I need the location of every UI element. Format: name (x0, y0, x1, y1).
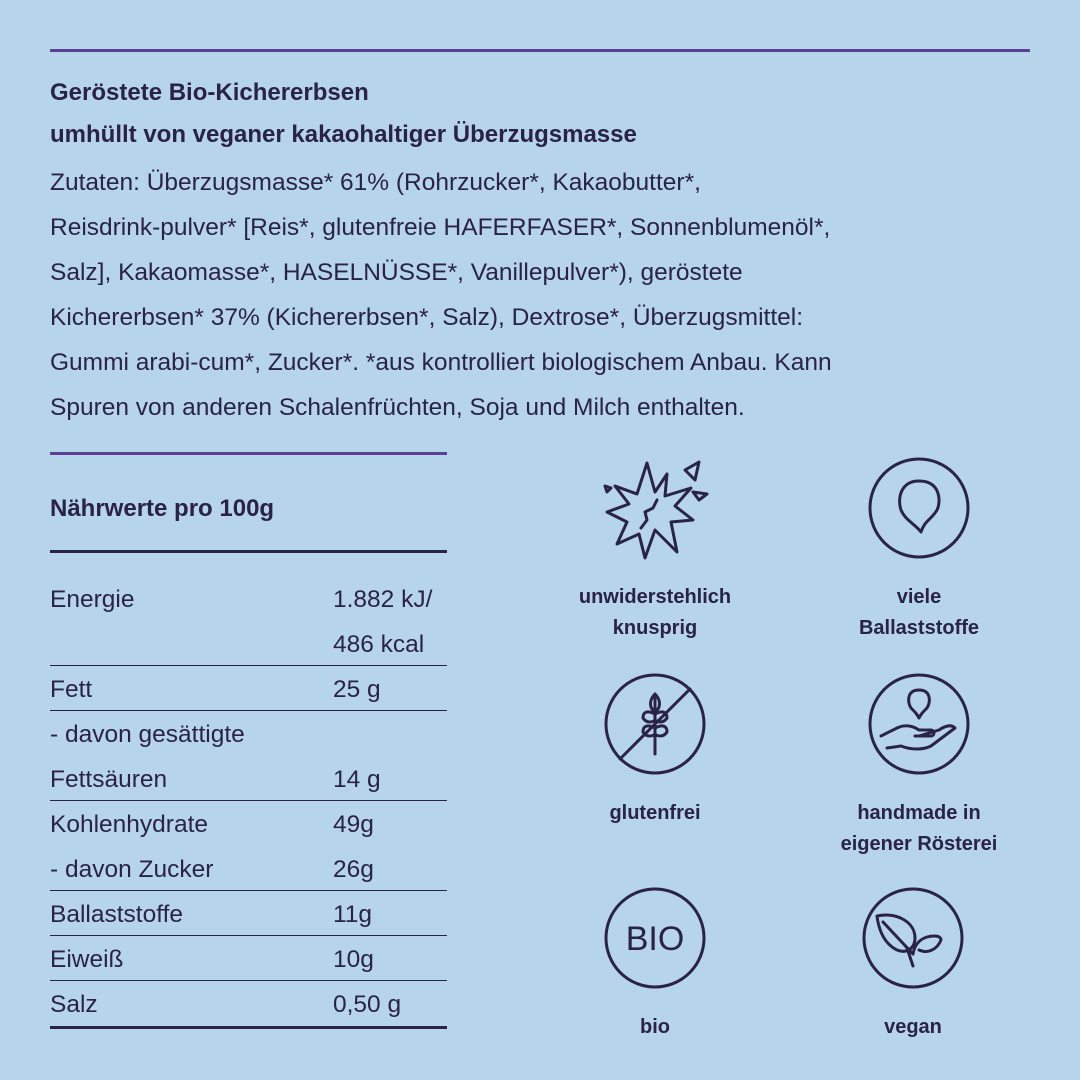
nutrient-label: Eiweiß (50, 946, 124, 973)
nutrient-label: Kohlenhydrate (50, 811, 209, 838)
gluten-free-icon (595, 664, 715, 784)
badge-label: bio (640, 1016, 670, 1038)
top-divider (50, 49, 1030, 52)
ingredients-line: Reisdrink-pulver* [Reis*, glutenfreie HAFERFASER*, Sonnenblumenöl*, (50, 214, 831, 241)
badge-label: handmade in (857, 802, 981, 824)
nutrient-label: Fettsäuren (50, 766, 168, 793)
badge-label: eigener Rösterei (840, 833, 998, 855)
badge-label: glutenfrei (609, 802, 701, 824)
nutrient-value: 486 kcal (333, 631, 425, 658)
nutrient-label: Energie (50, 586, 135, 613)
table-row (50, 847, 447, 891)
nutrient-value: 11g (333, 901, 373, 928)
ingredients-line: Gummi arabi-cum*, Zucker*. *aus kontrolliert biologischem Anbau. Kann (50, 349, 832, 376)
nutrient-label: Ballaststoffe (50, 901, 184, 928)
table-row (50, 667, 447, 711)
nutrient-value: 26g (333, 856, 374, 883)
hand-nut-icon (859, 664, 979, 784)
badge-gluten-free (548, 664, 762, 829)
vegan-leaf-icon (853, 878, 973, 998)
table-row (50, 757, 447, 801)
nutrient-label: - davon gesättigte (50, 721, 245, 748)
bio-circle-icon (595, 878, 715, 998)
badge-label: vegan (884, 1016, 942, 1038)
nutrient-value: 49g (333, 811, 374, 838)
nutrient-label: - davon Zucker (50, 856, 214, 883)
badge-vegan (806, 878, 1020, 1043)
badge-bio (548, 878, 762, 1043)
product-title-line2: umhüllt von veganer kakaohaltiger Überzugsmasse (50, 121, 637, 148)
badge-label: knusprig (612, 617, 698, 639)
badge-label: unwiderstehlich (578, 586, 732, 608)
bio-icon-text: BIO (625, 920, 685, 958)
table-row (50, 892, 447, 936)
ingredients-line: Salz], Kakaomasse*, HASELNÜSSE*, Vanillepulver*), geröstete (50, 259, 743, 286)
badge-fiber (812, 448, 1026, 644)
nutrient-label: Fett (50, 676, 93, 703)
nutrition-top-divider (50, 452, 447, 455)
ingredients-line: Spuren von anderen Schalenfrüchten, Soja und Milch enthalten. (50, 394, 745, 421)
crunch-burst-icon (595, 448, 715, 568)
nutrition-heading-divider (50, 550, 447, 553)
nutrient-value: 10g (333, 946, 374, 973)
nutrient-value: 0,50 g (333, 991, 402, 1018)
table-row (50, 622, 447, 666)
nutrient-value: 14 g (333, 766, 381, 793)
ingredients-line: Zutaten: Überzugsmasse* 61% (Rohrzucker*, Kakaobutter*, (50, 169, 701, 196)
nutrient-value: 1.882 kJ/ (333, 586, 433, 613)
nutrition-heading: Nährwerte pro 100g (50, 495, 275, 522)
hazelnut-circle-icon (859, 448, 979, 568)
product-title-line1: Geröstete Bio-Kichererbsen (50, 79, 369, 106)
badge-label: viele (896, 586, 942, 608)
badge-crunchy (548, 448, 762, 644)
badge-label: Ballaststoffe (858, 617, 980, 639)
ingredients-line: Kichererbsen* 37% (Kichererbsen*, Salz), Dextrose*, Überzugsmittel: (50, 304, 804, 331)
badge-handmade (812, 664, 1026, 860)
nutrition-bottom-divider (50, 1026, 447, 1029)
nutrient-label: Salz (50, 991, 98, 1018)
table-row (50, 937, 447, 981)
nutrient-value: 25 g (333, 676, 381, 703)
